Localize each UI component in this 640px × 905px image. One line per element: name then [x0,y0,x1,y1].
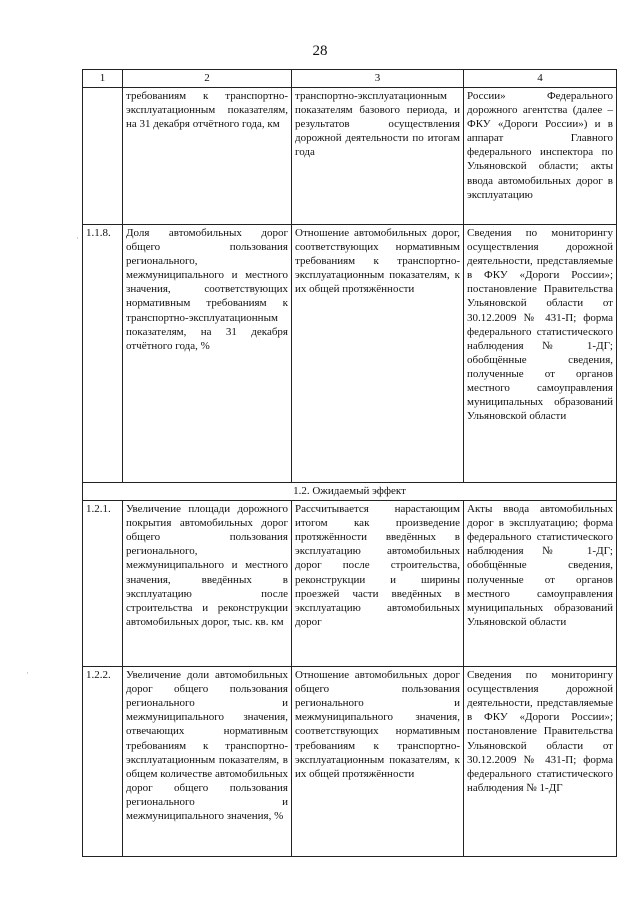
table-row [83,667,617,857]
column-header: 1 [83,70,123,88]
table-row [83,501,617,667]
indicator-name: Увеличение площади дорожного покрытия автомобильных дорог общего пользования регионального, межмуниципального и местного значения, введённых в эксплуатацию после строительства и реконструкции автомобильных дорог, тыс. кв. км [123,501,292,667]
row-number: 1.2.2. [83,667,123,857]
page-number: 28 [312,43,328,59]
column-header: 2 [123,70,292,88]
scan-mark: · [76,233,79,243]
data-source: Акты ввода автомобильных дорог в эксплуатацию; форма федерального статистического наблюдения № 1-ДГ; обобщённые сведения, полученные от органов местного самоуправления муниципальных образований Ульяновской области [464,501,617,667]
scan-mark: · [26,668,29,678]
indicators-table [82,69,617,857]
data-source: России» Федерального дорожного агентства (далее – ФКУ «Дороги России») и в аппарат Главного федерального инспектора по Ульяновской области; акты ввода автомобильных дорог в эксплуатацию [464,88,617,225]
indicator-name: требованиям к транспортно-эксплуатационным показателям, на 31 декабря отчётного года, км [123,88,292,225]
column-header: 4 [464,70,617,88]
row-number [83,88,123,225]
indicator-name: Доля автомобильных дорог общего пользования регионального, межмуниципального и местного значения, соответствующих нормативным требованиям к транспортно-эксплуатационным показателям, на 31 декабря отчётного года, % [123,225,292,483]
calculation-method: Отношение автомобильных дорог общего пользования регионального и межмуниципального значения, соответствующих нормативным требованиям к транспортно-эксплуатационным показателям, к их общей протяжённости [292,667,464,857]
calculation-method: Отношение автомобильных дорог, соответствующих нормативным требованиям к транспортно-эксплуатационным показателям, к их общей протяжённости [292,225,464,483]
table-row [83,88,617,225]
indicator-name: Увеличение доли автомобильных дорог общего пользования регионального и межмуниципального значения, отвечающих нормативным требованиям к транспортно-эксплуатационным показателям, в общем количестве автомобильных дорог общего пользования регионального и межмуниципального значения, % [123,667,292,857]
calculation-method: Рассчитывается нарастающим итогом как произведение протяжённости введённых в эксплуатацию автомобильных дорог после строительства, реконструкции и ширины проезжей части введённых в эксплуатацию автомобильных дорог [292,501,464,667]
row-number: 1.1.8. [83,225,123,483]
calculation-method: транспортно-эксплуатационным показателям базового периода, и результатов осуществления дорожной деятельности по итогам года [292,88,464,225]
table-row [83,225,617,483]
table-header-row [83,70,617,88]
data-source: Сведения по мониторингу осуществления дорожной деятельности, представляемые в ФКУ «Дороги России»; постановление Правительства Ульяновской области от 30.12.2009 № 431-П; форма федерального статистического наблюдения № 1-ДГ; обобщённые сведения, полученные от органов местного самоуправления муниципальных образований Ульяновской области [464,225,617,483]
data-source: Сведения по мониторингу осуществления дорожной деятельности, представляемые в ФКУ «Дороги России»; постановление Правительства Ульяновской области от 30.12.2009 № 431-П; форма федерального статистического наблюдения № 1-ДГ [464,667,617,857]
row-number: 1.2.1. [83,501,123,667]
section-title: 1.2. Ожидаемый эффект [83,483,617,501]
column-header: 3 [292,70,464,88]
section-row [83,483,617,501]
